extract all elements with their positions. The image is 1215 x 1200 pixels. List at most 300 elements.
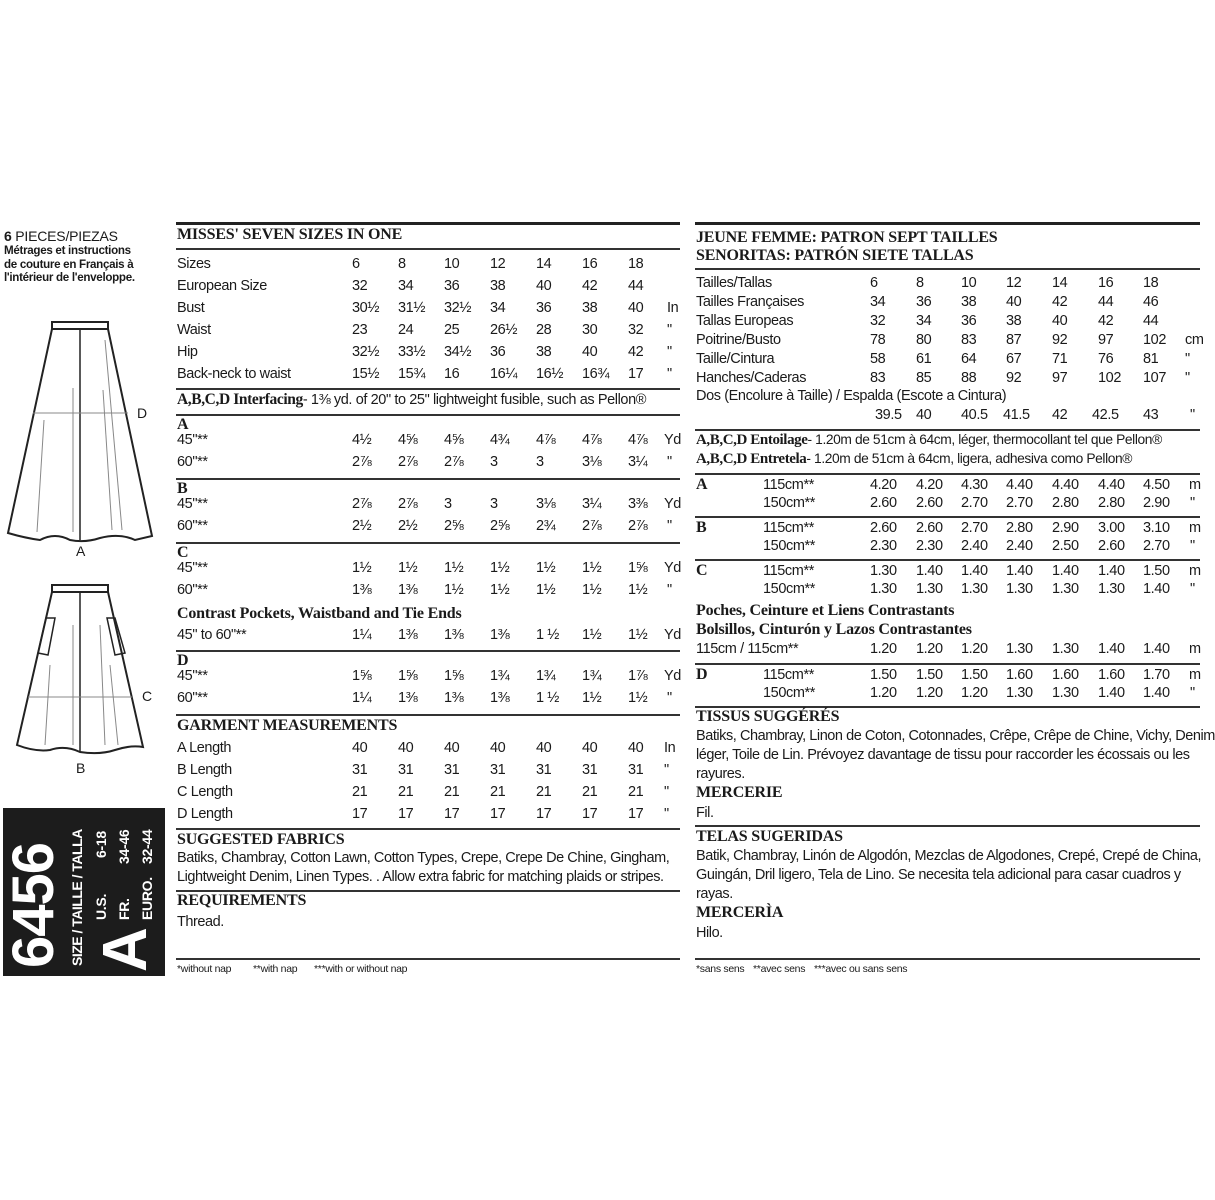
size-value: 10: [444, 256, 460, 272]
size-value: 3: [490, 496, 498, 512]
row-label: D Length: [177, 806, 233, 822]
size-value: 1.20: [916, 685, 943, 701]
size-value: 1.20: [870, 685, 897, 701]
size-value: 34: [870, 294, 886, 310]
size-value: 36: [490, 344, 506, 360]
row-label: Dos (Encolure à Taille) / Espalda (Escote a Cintura): [696, 388, 1007, 404]
size-value: 46: [1143, 294, 1159, 310]
mercerie-text: Fil.: [696, 805, 714, 821]
size-value: 1.40: [1143, 641, 1170, 657]
size-value: 3⅜: [628, 496, 648, 512]
telas-text: Batik, Chambray, Linón de Algodón, Mezclas de Algodones, Crepé, Crepé de China,: [696, 848, 1202, 864]
size-value: 1½: [628, 582, 648, 598]
french-spanish-instructions: [695, 222, 1215, 992]
badge-range: 34-46: [116, 829, 132, 864]
size-value: 32: [870, 313, 886, 329]
unit: m: [1189, 477, 1201, 493]
row-label: C Length: [177, 784, 233, 800]
unit: ": [1190, 685, 1195, 701]
size-value: 1½: [536, 560, 556, 576]
table-row: [176, 624, 680, 646]
size-value: 107: [1143, 370, 1166, 386]
unit: ": [667, 454, 672, 470]
size-value: 42: [582, 278, 598, 294]
row-label: 45"**: [177, 496, 208, 512]
size-value: 102: [1098, 370, 1121, 386]
size-value: 17: [628, 366, 644, 382]
size-value: 2.80: [1006, 520, 1033, 536]
size-value: 36: [916, 294, 932, 310]
skirt-view-a-illustration: [0, 300, 175, 590]
size-value: 71: [1052, 351, 1068, 367]
size-value: 1.60: [1098, 667, 1125, 683]
divider: [176, 958, 680, 960]
size-value: 1¼: [352, 627, 372, 643]
size-value: 2.70: [1143, 538, 1170, 554]
size-value: 31: [444, 762, 460, 778]
size-value: 15½: [352, 366, 380, 382]
size-value: 78: [870, 332, 886, 348]
size-value: 92: [1052, 332, 1068, 348]
size-value: 4⅝: [444, 432, 464, 448]
unit: ": [1190, 538, 1195, 554]
size-value: 36: [444, 278, 460, 294]
size-value: 16¼: [490, 366, 518, 382]
size-value: 40: [1006, 294, 1022, 310]
size-value: 1¼: [352, 690, 372, 706]
pieces-heading: 6 PIECES/PIEZAS: [4, 228, 118, 244]
size-value: 43: [1143, 407, 1159, 423]
unit: In: [664, 740, 676, 756]
size-value: 3⅛: [536, 496, 556, 512]
size-value: 38: [1006, 313, 1022, 329]
size-value: 21: [536, 784, 552, 800]
row-label: 150cm**: [763, 538, 816, 554]
size-value: 4.30: [961, 477, 988, 493]
pieces-note-line: Métrages et instructions: [4, 244, 131, 257]
size-value: 1⅜: [352, 582, 372, 598]
unit: In: [667, 300, 679, 316]
row-label: Sizes: [177, 256, 211, 272]
view-letter: D: [696, 666, 708, 683]
footnote: ***avec ou sans sens: [814, 963, 908, 975]
size-row: [176, 297, 680, 319]
table-row: [695, 535, 1200, 557]
size-value: 1.30: [1052, 685, 1079, 701]
badge-region: FR.: [116, 898, 132, 920]
size-value: 64: [961, 351, 977, 367]
row-label: 45"**: [177, 560, 208, 576]
size-value: 2⅝: [490, 518, 510, 534]
size-value: 1 ½: [536, 690, 559, 706]
unit: Yd: [664, 627, 681, 643]
divider: [695, 429, 1200, 431]
size-value: 17: [352, 806, 368, 822]
row-label: 115cm**: [763, 563, 814, 579]
unit: m: [1189, 667, 1201, 683]
size-value: 40: [536, 278, 552, 294]
size-value: 2.70: [1006, 495, 1033, 511]
interfacing-title: A,B,C,D Interfacing: [177, 391, 303, 408]
unit: ": [1190, 407, 1195, 423]
size-value: 15¾: [398, 366, 426, 382]
section-title: TISSUS SUGGÉRÉS: [696, 708, 840, 725]
unit: Yd: [664, 432, 681, 448]
table-row: [695, 578, 1200, 600]
table-row: [695, 492, 1200, 514]
divider: [695, 958, 1200, 960]
size-value: 1⅜: [398, 690, 418, 706]
size-value: 81: [1143, 351, 1159, 367]
pattern-number-badge: [3, 808, 165, 976]
size-value: 1½: [444, 582, 464, 598]
size-value: 2.50: [1052, 538, 1079, 554]
size-value: 2.30: [870, 538, 897, 554]
size-value: 2⅞: [628, 518, 648, 534]
garment-row: [176, 759, 680, 781]
unit: Yd: [664, 560, 681, 576]
size-value: 3: [490, 454, 498, 470]
unit: ": [664, 806, 669, 822]
size-value: 6: [352, 256, 360, 272]
size-value: 2.90: [1143, 495, 1170, 511]
size-value: 1⅝: [444, 668, 464, 684]
size-value: 2⅞: [352, 496, 372, 512]
pattern-number: 6456: [1, 842, 66, 968]
size-value: 2.60: [1098, 538, 1125, 554]
size-value: 1.40: [1143, 685, 1170, 701]
size-value: 18: [628, 256, 644, 272]
section-title: JEUNE FEMME: PATRON SEPT TAILLES: [696, 229, 998, 246]
size-value: 40.5: [961, 407, 988, 423]
size-value: 4½: [352, 432, 372, 448]
size-value: 1.60: [1006, 667, 1033, 683]
requirements-text: Thread.: [177, 914, 224, 930]
size-value: 17: [398, 806, 414, 822]
size-value: 34: [490, 300, 506, 316]
size-value: 40: [1052, 313, 1068, 329]
size-value: 1.50: [1143, 563, 1170, 579]
size-value: 92: [1006, 370, 1022, 386]
size-value: 40: [916, 407, 932, 423]
contrast-title: Poches, Ceinture et Liens Contrastants: [696, 602, 955, 619]
size-value: 38: [490, 278, 506, 294]
size-letter: A: [91, 927, 160, 972]
interfacing-line: [177, 391, 646, 409]
size-value: 1½: [582, 560, 602, 576]
size-value: 1.30: [870, 581, 897, 597]
size-value: 40: [628, 300, 644, 316]
size-value: 1⅜: [444, 690, 464, 706]
size-row: [695, 404, 1200, 426]
size-value: 42.5: [1092, 407, 1119, 423]
size-value: 1⅜: [398, 627, 418, 643]
size-value: 36: [961, 313, 977, 329]
tissus-text: léger, Toile de Lin. Prévoyez davantage de tissu pour raccorder les écossais ou les: [696, 747, 1190, 763]
interfacing-text: - 1.20m de 51cm à 64cm, ligera, adhesiva como Pellon®: [806, 451, 1133, 466]
size-value: 1.30: [1052, 581, 1079, 597]
interfacing-text: - 1⅜ yd. of 20" to 25" lightweight fusible, such as Pellon®: [302, 392, 647, 408]
size-value: 40: [582, 740, 598, 756]
size-value: 67: [1006, 351, 1022, 367]
size-value: 38: [961, 294, 977, 310]
view-letter: A: [177, 416, 189, 433]
unit: ": [667, 366, 672, 382]
section-title: MERCERÌA: [696, 904, 784, 921]
table-row: [176, 579, 680, 601]
contrast-title: Contrast Pockets, Waistband and Tie Ends: [177, 605, 462, 622]
size-label: SIZE / TAILLE / TALLA: [69, 829, 85, 966]
size-value: 1.20: [916, 641, 943, 657]
size-value: 1½: [398, 560, 418, 576]
pieces-note-line: de couture en Français à: [4, 257, 134, 271]
size-value: 1.40: [1098, 563, 1125, 579]
size-value: 4.20: [916, 477, 943, 493]
row-label: Poitrine/Busto: [696, 332, 781, 348]
size-row: [176, 319, 680, 341]
unit: ": [664, 762, 669, 778]
size-value: 44: [628, 278, 644, 294]
garment-row: [176, 781, 680, 803]
size-value: 17: [536, 806, 552, 822]
size-value: 30: [582, 322, 598, 338]
size-value: 8: [916, 275, 924, 291]
size-value: 2.60: [870, 495, 897, 511]
section-title: TELAS SUGERIDAS: [696, 828, 843, 845]
section-title: GARMENT MEASUREMENTS: [177, 717, 398, 734]
size-value: 3: [536, 454, 544, 470]
size-value: 1⅝: [352, 668, 372, 684]
divider: [176, 248, 680, 250]
size-value: 1⅜: [490, 690, 510, 706]
size-value: 1.20: [961, 685, 988, 701]
size-value: 1½: [582, 582, 602, 598]
row-label: 115cm**: [763, 520, 814, 536]
row-label: 115cm**: [763, 667, 814, 683]
size-value: 2.40: [961, 538, 988, 554]
size-value: 21: [628, 784, 644, 800]
size-value: 58: [870, 351, 886, 367]
view-letter: B: [696, 519, 707, 536]
size-value: 24: [398, 322, 414, 338]
size-value: 26½: [490, 322, 518, 338]
row-label: 115cm / 115cm**: [696, 641, 799, 657]
contrast-title: Bolsillos, Cinturón y Lazos Contrastantes: [696, 621, 972, 638]
size-value: 25: [444, 322, 460, 338]
size-value: 28: [536, 322, 552, 338]
row-label: Taille/Cintura: [696, 351, 775, 367]
badge-region: U.S.: [93, 893, 109, 920]
row-label: 60"**: [177, 454, 208, 470]
size-value: 76: [1098, 351, 1114, 367]
row-label: Tailles/Tallas: [696, 275, 772, 291]
size-value: 21: [582, 784, 598, 800]
size-value: 97: [1052, 370, 1068, 386]
size-value: 31: [352, 762, 368, 778]
size-value: 40: [444, 740, 460, 756]
interfacing-title: A,B,C,D Entretela: [696, 451, 807, 467]
size-row: [176, 275, 680, 297]
size-value: 2.70: [961, 520, 988, 536]
size-value: 6: [870, 275, 878, 291]
size-value: 21: [444, 784, 460, 800]
size-value: 1 ½: [536, 627, 559, 643]
row-label: Hanches/Caderas: [696, 370, 807, 386]
size-value: 34½: [444, 344, 472, 360]
size-value: 40: [628, 740, 644, 756]
size-value: 1.70: [1143, 667, 1170, 683]
table-row: [176, 515, 680, 537]
unit: m: [1189, 520, 1201, 536]
size-value: 2⅞: [582, 518, 602, 534]
size-value: 4.40: [1098, 477, 1125, 493]
size-value: 1⅜: [444, 627, 464, 643]
size-value: 31: [398, 762, 414, 778]
size-value: 31: [536, 762, 552, 778]
size-value: 42: [1052, 407, 1068, 423]
size-value: 3¼: [582, 496, 602, 512]
size-value: 33½: [398, 344, 426, 360]
size-value: 10: [961, 275, 977, 291]
size-value: 1½: [444, 560, 464, 576]
size-value: 42: [628, 344, 644, 360]
divider: [695, 825, 1200, 827]
size-value: 34: [916, 313, 932, 329]
size-value: 31½: [398, 300, 426, 316]
unit: Yd: [664, 496, 681, 512]
unit: m: [1189, 563, 1201, 579]
size-value: 4⅞: [536, 432, 556, 448]
size-value: 38: [536, 344, 552, 360]
size-value: 2⅝: [444, 518, 464, 534]
garment-row: [176, 737, 680, 759]
row-label: 45"**: [177, 668, 208, 684]
size-value: 16¾: [582, 366, 610, 382]
size-value: 2⅞: [352, 454, 372, 470]
size-value: 3¼: [628, 454, 648, 470]
table-row: [176, 665, 680, 687]
unit: ": [1185, 370, 1190, 386]
divider: [176, 714, 680, 716]
view-letter: C: [696, 562, 708, 579]
size-value: 3.10: [1143, 520, 1170, 536]
size-value: 32½: [444, 300, 472, 316]
size-value: 34: [398, 278, 414, 294]
divider: [176, 478, 680, 480]
size-value: 17: [490, 806, 506, 822]
size-value: 1⅝: [398, 668, 418, 684]
size-value: 1.30: [1098, 581, 1125, 597]
size-value: 40: [582, 344, 598, 360]
size-value: 2.70: [961, 495, 988, 511]
section-title: SENORITAS: PATRÓN SIETE TALLAS: [696, 247, 974, 264]
size-value: 44: [1143, 313, 1159, 329]
size-value: 88: [961, 370, 977, 386]
size-value: 1⅜: [490, 627, 510, 643]
size-value: 1.30: [961, 581, 988, 597]
row-label: B Length: [177, 762, 232, 778]
badge-range: 6-18: [93, 831, 109, 858]
size-value: 1.30: [916, 581, 943, 597]
row-label: 45"**: [177, 432, 208, 448]
size-value: 16: [582, 256, 598, 272]
row-label: 60"**: [177, 518, 208, 534]
row-label: Tallas Europeas: [696, 313, 794, 329]
size-value: 39.5: [875, 407, 902, 423]
view-letter: B: [177, 480, 188, 497]
divider: [176, 542, 680, 544]
size-value: 40: [490, 740, 506, 756]
view-a-label: A: [76, 543, 86, 559]
view-b-label: B: [76, 760, 86, 776]
size-value: 102: [1143, 332, 1166, 348]
size-value: 1.50: [870, 667, 897, 683]
unit: ": [664, 784, 669, 800]
interfacing-line: [696, 432, 1162, 449]
size-value: 4⅞: [582, 432, 602, 448]
size-value: 14: [536, 256, 552, 272]
size-value: 1½: [582, 690, 602, 706]
size-value: 1½: [536, 582, 556, 598]
pieces-note-line: l'intérieur de l'enveloppe.: [4, 271, 135, 284]
view-d-label: D: [137, 405, 148, 421]
skirt-view-b-illustration: [0, 580, 175, 780]
row-label: Tailles Françaises: [696, 294, 805, 310]
size-value: 2⅞: [398, 496, 418, 512]
size-value: 1⅜: [398, 582, 418, 598]
size-value: 36: [536, 300, 552, 316]
size-value: 2.30: [916, 538, 943, 554]
garment-row: [176, 803, 680, 825]
size-value: 4.40: [1006, 477, 1033, 493]
unit: ": [667, 344, 672, 360]
size-value: 4⅞: [628, 432, 648, 448]
size-value: 16½: [536, 366, 564, 382]
size-value: 1.30: [1006, 581, 1033, 597]
size-value: 80: [916, 332, 932, 348]
size-value: 16: [1098, 275, 1114, 291]
size-value: 1¾: [536, 668, 556, 684]
size-value: 2.90: [1052, 520, 1079, 536]
divider: [176, 650, 680, 652]
size-value: 1.30: [1006, 641, 1033, 657]
interfacing-title: A,B,C,D Entoilage: [696, 432, 808, 448]
tissus-text: Batiks, Chambray, Linon de Coton, Cotonnades, Crêpe, Crêpe de Chine, Vichy, Denim: [696, 728, 1215, 744]
section-title: SUGGESTED FABRICS: [177, 831, 345, 848]
size-value: 17: [582, 806, 598, 822]
table-row: [176, 451, 680, 473]
size-value: 3.00: [1098, 520, 1125, 536]
size-value: 1.20: [961, 641, 988, 657]
unit: ": [1190, 495, 1195, 511]
footnote: ***with or without nap: [314, 963, 408, 975]
divider: [176, 222, 680, 225]
size-value: 38: [582, 300, 598, 316]
row-label: 60"**: [177, 582, 208, 598]
size-value: 3⅛: [582, 454, 602, 470]
telas-text: rayas.: [696, 886, 733, 902]
row-label: Bust: [177, 300, 205, 316]
size-value: 1⅞: [628, 668, 648, 684]
size-value: 44: [1098, 294, 1114, 310]
size-value: 1¾: [490, 668, 510, 684]
unit: Yd: [664, 668, 681, 684]
merceria-text: Hilo.: [696, 925, 723, 941]
row-label: Hip: [177, 344, 198, 360]
size-value: 4.50: [1143, 477, 1170, 493]
view-letter: D: [177, 652, 189, 669]
size-value: 87: [1006, 332, 1022, 348]
